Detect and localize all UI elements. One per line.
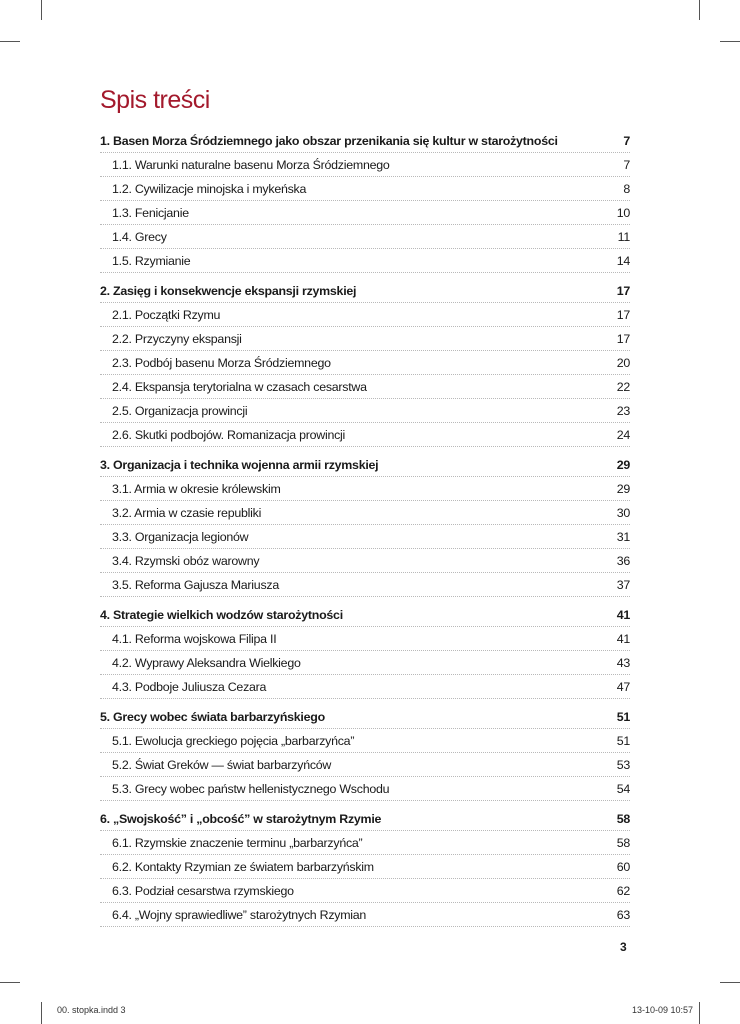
toc-entry xyxy=(100,729,630,753)
toc-chapter-label: 2. Zasięg i konsekwencje ekspansji rzymskiej xyxy=(100,284,357,298)
toc-entry xyxy=(100,855,630,879)
toc-entry-page: 51 xyxy=(616,734,630,748)
toc-entry-label: 1.5. Rzymianie xyxy=(112,254,191,268)
toc-entry-page: 53 xyxy=(616,758,630,772)
toc-entry-label: 1.3. Fenicjanie xyxy=(112,206,189,220)
toc-entry-label: 1.2. Cywilizacje minojska i mykeńska xyxy=(112,182,307,196)
toc-entry-label: 6.4. „Wojny sprawiedliwe” starożytnych Rzymian xyxy=(112,908,367,922)
toc-entry-label: 4.2. Wyprawy Aleksandra Wielkiego xyxy=(112,656,301,670)
toc-entry xyxy=(100,201,630,225)
toc-entry xyxy=(100,549,630,573)
toc-entry xyxy=(100,423,630,447)
print-slug-file: 00. stopka.indd 3 xyxy=(57,1005,126,1015)
toc-entry-label: 5.1. Ewolucja greckiego pojęcia „barbarzyńca” xyxy=(112,734,355,748)
toc-entry-label: 6.2. Kontakty Rzymian ze światem barbarzyńskim xyxy=(112,860,374,874)
toc-entry xyxy=(100,399,630,423)
crop-mark xyxy=(699,1002,700,1024)
toc-section xyxy=(100,280,630,447)
toc-entry-page: 63 xyxy=(616,908,630,922)
crop-mark xyxy=(0,41,20,42)
toc-chapter-page: 29 xyxy=(616,458,630,472)
toc-chapter-label: 1. Basen Morza Śródziemnego jako obszar przenikania się kultur w starożytności xyxy=(100,134,558,148)
toc-entry-page: 7 xyxy=(623,158,630,172)
toc-entry-page: 54 xyxy=(616,782,630,796)
toc-entry xyxy=(100,675,630,699)
toc-entry-label: 3.1. Armia w okresie królewskim xyxy=(112,482,281,496)
toc-chapter-label: 3. Organizacja i technika wojenna armii rzymskiej xyxy=(100,458,379,472)
toc-entry-label: 1.1. Warunki naturalne basenu Morza Śródziemnego xyxy=(112,158,390,172)
toc-entry-page: 60 xyxy=(616,860,630,874)
toc-entry xyxy=(100,831,630,855)
toc-entry-label: 6.1. Rzymskie znaczenie terminu „barbarzyńca” xyxy=(112,836,363,850)
toc-entry-page: 17 xyxy=(616,332,630,346)
toc-entry-label: 5.3. Grecy wobec państw hellenistycznego Wschodu xyxy=(112,782,390,796)
toc-entry-page: 10 xyxy=(616,206,630,220)
toc-chapter xyxy=(100,280,630,303)
toc-entry-label: 2.6. Skutki podbojów. Romanizacja prowincji xyxy=(112,428,346,442)
toc-entry xyxy=(100,903,630,927)
toc-section xyxy=(100,706,630,801)
crop-mark xyxy=(41,1002,42,1024)
crop-mark xyxy=(0,982,20,983)
toc-chapter-page: 41 xyxy=(616,608,630,622)
toc-entry-page: 22 xyxy=(616,380,630,394)
toc-entry-label: 3.4. Rzymski obóz warowny xyxy=(112,554,260,568)
toc-entry xyxy=(100,777,630,801)
toc-chapter-page: 51 xyxy=(616,710,630,724)
toc-entry-label: 2.4. Ekspansja terytorialna w czasach cesarstwa xyxy=(112,380,367,394)
toc-entry-page: 29 xyxy=(616,482,630,496)
toc-entry xyxy=(100,303,630,327)
toc-entry xyxy=(100,375,630,399)
toc-entry-page: 43 xyxy=(616,656,630,670)
crop-mark xyxy=(720,982,740,983)
toc-entry-label: 4.1. Reforma wojskowa Filipa II xyxy=(112,632,277,646)
print-slug-datetime: 13-10-09 10:57 xyxy=(632,1005,694,1015)
toc-entry-label: 2.3. Podbój basenu Morza Śródziemnego xyxy=(112,356,331,370)
toc-entry xyxy=(100,153,630,177)
crop-mark xyxy=(720,41,740,42)
toc-chapter xyxy=(100,604,630,627)
toc-entry-page: 41 xyxy=(616,632,630,646)
toc-chapter-label: 5. Grecy wobec świata barbarzyńskiego xyxy=(100,710,325,724)
toc-chapter xyxy=(100,706,630,729)
toc-entry-page: 36 xyxy=(616,554,630,568)
toc-entry xyxy=(100,249,630,273)
toc-entry xyxy=(100,225,630,249)
toc-entry xyxy=(100,501,630,525)
page-title: Spis treści xyxy=(100,86,210,114)
toc-chapter-page: 17 xyxy=(616,284,630,298)
toc-chapter-label: 4. Strategie wielkich wodzów starożytności xyxy=(100,608,343,622)
toc-entry-page: 14 xyxy=(616,254,630,268)
toc-entry xyxy=(100,573,630,597)
toc-entry-label: 3.5. Reforma Gajusza Mariusza xyxy=(112,578,279,592)
toc-section xyxy=(100,808,630,927)
toc-entry xyxy=(100,525,630,549)
toc-chapter-label: 6. „Swojskość” i „obcość” w starożytnym Rzymie xyxy=(100,812,382,826)
toc-entry xyxy=(100,753,630,777)
toc-section xyxy=(100,604,630,699)
toc-chapter xyxy=(100,454,630,477)
toc-entry xyxy=(100,177,630,201)
toc-entry-label: 5.2. Świat Greków — świat barbarzyńców xyxy=(112,758,332,772)
toc-entry xyxy=(100,327,630,351)
toc-entry-page: 8 xyxy=(623,182,630,196)
toc-entry-label: 2.1. Początki Rzymu xyxy=(112,308,221,322)
toc-entry-label: 4.3. Podboje Juliusza Cezara xyxy=(112,680,267,694)
toc-entry-page: 31 xyxy=(616,530,630,544)
toc-entry-label: 2.5. Organizacja prowincji xyxy=(112,404,248,418)
toc-entry-page: 17 xyxy=(616,308,630,322)
table-of-contents xyxy=(100,130,630,927)
toc-entry-page: 11 xyxy=(617,230,630,244)
toc-entry xyxy=(100,879,630,903)
toc-entry xyxy=(100,627,630,651)
toc-entry-page: 23 xyxy=(616,404,630,418)
toc-entry-page: 20 xyxy=(616,356,630,370)
toc-entry-label: 3.3. Organizacja legionów xyxy=(112,530,249,544)
toc-entry xyxy=(100,477,630,501)
toc-entry-label: 2.2. Przyczyny ekspansji xyxy=(112,332,242,346)
toc-entry-page: 24 xyxy=(616,428,630,442)
toc-entry xyxy=(100,351,630,375)
page-number: 3 xyxy=(620,940,627,954)
toc-entry-label: 1.4. Grecy xyxy=(112,230,167,244)
toc-entry-label: 6.3. Podział cesarstwa rzymskiego xyxy=(112,884,294,898)
toc-chapter-page: 58 xyxy=(616,812,630,826)
toc-entry-page: 62 xyxy=(616,884,630,898)
crop-mark xyxy=(41,0,42,20)
toc-entry-page: 37 xyxy=(616,578,630,592)
toc-chapter xyxy=(100,808,630,831)
toc-entry xyxy=(100,651,630,675)
toc-section xyxy=(100,454,630,597)
toc-entry-page: 47 xyxy=(616,680,630,694)
toc-entry-page: 58 xyxy=(616,836,630,850)
toc-chapter-page: 7 xyxy=(623,134,630,148)
toc-entry-label: 3.2. Armia w czasie republiki xyxy=(112,506,262,520)
crop-mark xyxy=(699,0,700,20)
toc-entry-page: 30 xyxy=(616,506,630,520)
toc-chapter xyxy=(100,130,630,153)
toc-section xyxy=(100,130,630,273)
